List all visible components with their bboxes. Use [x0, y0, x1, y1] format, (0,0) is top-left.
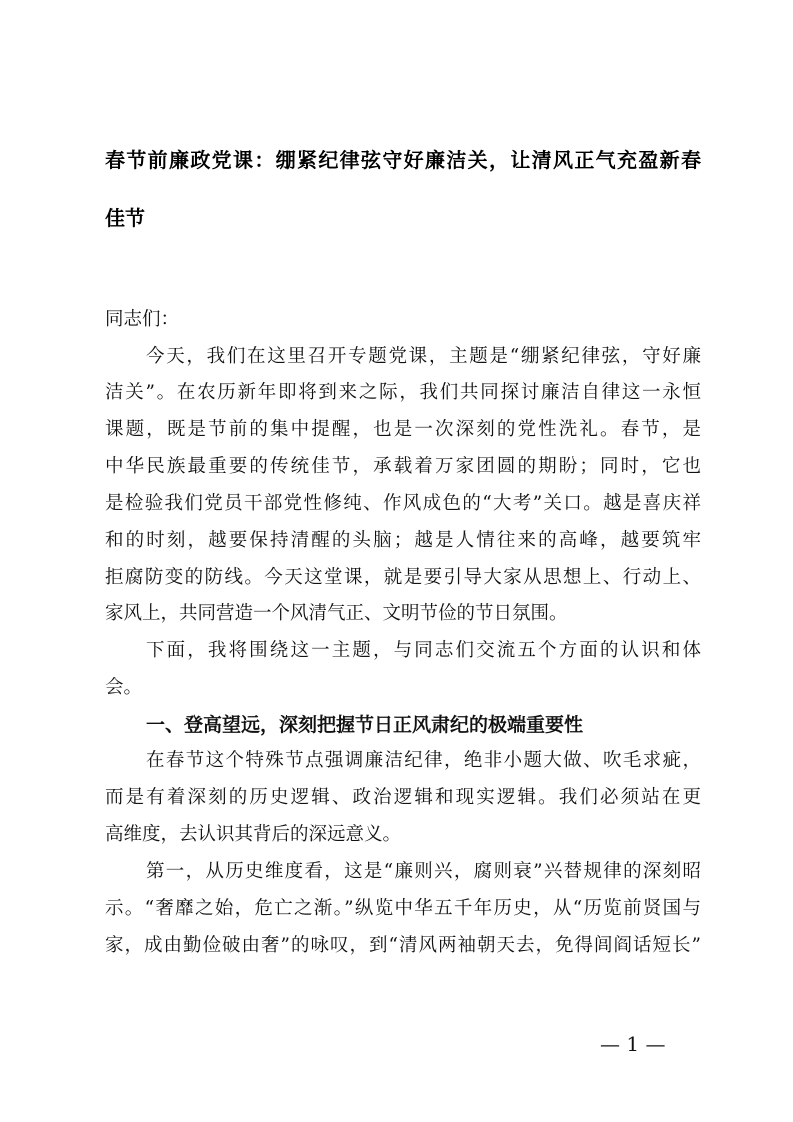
section-heading: 一、登高望远，深刻把握节日正风肃纪的极端重要性 — [146, 714, 584, 736]
document-title-line-2: 佳节 — [105, 206, 145, 230]
paragraph-line: 在春节这个特殊节点强调廉洁纪律，绝非小题大做、吹毛求疵， — [146, 750, 701, 771]
paragraph-line: 课题，既是节前的集中提醒，也是一次深刻的党性洗礼。春节，是 — [105, 419, 701, 440]
paragraph-line: 高维度，去认识其背后的深远意义。 — [105, 824, 402, 845]
paragraph-line: 下面，我将围绕这一主题，与同志们交流五个方面的认识和体 — [146, 640, 701, 661]
paragraph-line: 拒腐防变的防线。今天这堂课，就是要引导大家从思想上、行动上、 — [105, 567, 701, 588]
paragraph-line: 洁关”。在农历新年即将到来之际，我们共同探讨廉洁自律这一永恒 — [105, 382, 701, 403]
salutation: 同志们： — [105, 309, 180, 330]
paragraph-line: 第一，从历史维度看，这是“廉则兴，腐则衰”兴替规律的深刻昭 — [146, 861, 701, 882]
paragraph-line: 和的时刻，越要保持清醒的头脑；越是人情往来的高峰，越要筑牢 — [105, 530, 701, 551]
paragraph-line: 中华民族最重要的传统佳节，承载着万家团圆的期盼；同时，它也 — [105, 456, 701, 477]
paragraph-line: 是检验我们党员干部党性修纯、作风成色的“大考”关口。越是喜庆祥 — [105, 493, 701, 514]
paragraph-line: 示。“奢靡之始，危亡之渐。”纵览中华五千年历史，从“历览前贤国与 — [105, 898, 701, 919]
paragraph-line: 家风上，共同营造一个风清气正、文明节俭的节日氛围。 — [105, 603, 568, 624]
paragraph-line: 家，成由勤俭破由奢”的咏叹，到“清风两袖朝天去，免得闾阎话短长” — [105, 935, 701, 956]
paragraph-line: 今天，我们在这里召开专题党课，主题是“绷紧纪律弦，守好廉 — [146, 346, 701, 367]
document-title-line-1: 春节前廉政党课：绷紧纪律弦守好廉洁关，让清风正气充盈新春 — [105, 148, 701, 172]
page-number: — 1 — — [600, 1032, 666, 1056]
paragraph-line: 而是有着深刻的历史逻辑、政治逻辑和现实逻辑。我们必须站在更 — [105, 787, 701, 808]
paragraph-line: 会。 — [105, 677, 143, 698]
